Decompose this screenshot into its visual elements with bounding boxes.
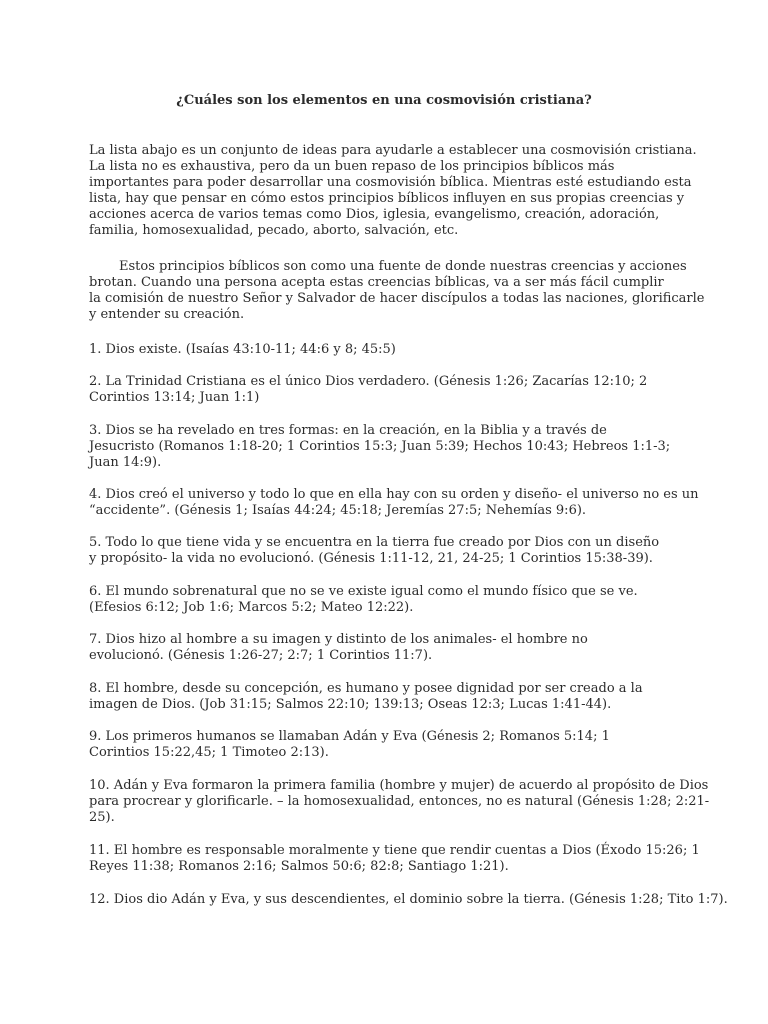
list-item (89, 729, 699, 761)
list-item-line: 1. Dios existe. (Isaías 43:10-11; 44:6 y 8; 45:5) (89, 342, 396, 357)
paragraph-line: Estos principios bíblicos son como una fuente de donde nuestras creencias y acciones (119, 259, 687, 274)
list-item-line: 4. Dios creó el universo y todo lo que en ella hay con su orden y diseño- el universo no es un (89, 487, 699, 502)
list-item (89, 843, 699, 875)
list-item-line: 6. El mundo sobrenatural que no se ve existe igual como el mundo físico que se ve. (89, 584, 638, 599)
list-item (89, 681, 699, 713)
list-item-line: 9. Los primeros humanos se llamaban Adán y Eva (Génesis 2; Romanos 5:14; 1 (89, 729, 610, 744)
list-item (89, 632, 699, 664)
list-item-line: imagen de Dios. (Job 31:15; Salmos 22:10; 139:13; Oseas 12:3; Lucas 1:41-44). (89, 697, 612, 712)
list-item (89, 487, 699, 519)
list-item-line: 8. El hombre, desde su concepción, es humano y posee dignidad por ser creado a la (89, 681, 643, 696)
paragraph-line: La lista no es exhaustiva, pero da un buen repaso de los principios bíblicos más (89, 159, 615, 174)
list-item (89, 535, 699, 567)
list-item-line: 2. La Trinidad Cristiana es el único Dios verdadero. (Génesis 1:26; Zacarías 12:10; 2 (89, 374, 648, 389)
list-item-line: Reyes 11:38; Romanos 2:16; Salmos 50:6; 82:8; Santiago 1:21). (89, 859, 509, 874)
list-item-line: “accidente”. (Génesis 1; Isaías 44:24; 45:18; Jeremías 27:5; Nehemías 9:6). (89, 503, 587, 518)
list-item-line: evolucionó. (Génesis 1:26-27; 2:7; 1 Corintios 11:7). (89, 648, 433, 663)
document-title: ¿Cuáles son los elementos en una cosmovisión cristiana? (176, 93, 592, 108)
paragraph-line: y entender su creación. (89, 307, 245, 322)
list-item-line: Corintios 13:14; Juan 1:1) (89, 390, 260, 405)
list-item-line: Juan 14:9). (89, 455, 162, 470)
list-item-line: 11. El hombre es responsable moralmente y tiene que rendir cuentas a Dios (Éxodo 15:26; 1 (89, 843, 700, 858)
intro-paragraph (89, 143, 699, 239)
list-item (89, 584, 699, 616)
list-item-line: para procrear y glorificarle. – la homosexualidad, entonces, no es natural (Génesis 1:28; 2:21- (89, 794, 710, 809)
paragraph-line: familia, homosexualidad, pecado, aborto, salvación, etc. (89, 223, 459, 238)
list-item-line: Corintios 15:22,45; 1 Timoteo 2:13). (89, 745, 329, 760)
list-item (89, 778, 710, 826)
list-item-line: y propósito- la vida no evolucionó. (Génesis 1:11-12, 21, 24-25; 1 Corintios 15:38-39). (89, 551, 653, 566)
paragraph-line: acciones acerca de varios temas como Dios, iglesia, evangelismo, creación, adoración, (89, 207, 660, 222)
paragraph-line: importantes para poder desarrollar una cosmovisión bíblica. Mientras esté estudiando esta (89, 175, 692, 190)
second-paragraph (89, 259, 705, 323)
paragraph-line: lista, hay que pensar en cómo estos principios bíblicos influyen en sus propias creencias y (89, 191, 685, 206)
list-item-line: (Efesios 6:12; Job 1:6; Marcos 5:2; Mateo 12:22). (89, 600, 414, 615)
paragraph-line: La lista abajo es un conjunto de ideas para ayudarle a establecer una cosmovisión cristiana. (89, 143, 697, 158)
list-item-line: 5. Todo lo que tiene vida y se encuentra en la tierra fue creado por Dios con un diseño (89, 535, 660, 550)
list-item-line: 3. Dios se ha revelado en tres formas: en la creación, en la Biblia y a través de (89, 423, 607, 438)
list-item-line: 25). (89, 810, 115, 825)
list-item (89, 892, 728, 908)
paragraph-line: brotan. Cuando una persona acepta estas creencias bíblicas, va a ser más fácil cumplir (89, 275, 664, 290)
list-item-line: 7. Dios hizo al hombre a su imagen y distinto de los animales- el hombre no (89, 632, 588, 647)
list-item (89, 342, 699, 358)
list-item-line: 12. Dios dio Adán y Eva, y sus descendientes, el dominio sobre la tierra. (Génesis 1:28; Tito 1:7). (89, 892, 728, 907)
list-item-line: Jesucristo (Romanos 1:18-20; 1 Corintios 15:3; Juan 5:39; Hechos 10:43; Hebreos 1:1-3; (89, 439, 671, 454)
list-item-line: 10. Adán y Eva formaron la primera familia (hombre y mujer) de acuerdo al propósito de Dios (89, 778, 709, 793)
paragraph-line: la comisión de nuestro Señor y Salvador de hacer discípulos a todas las naciones, glorificarle (89, 291, 705, 306)
list-item (89, 374, 699, 406)
list-item (89, 423, 699, 471)
